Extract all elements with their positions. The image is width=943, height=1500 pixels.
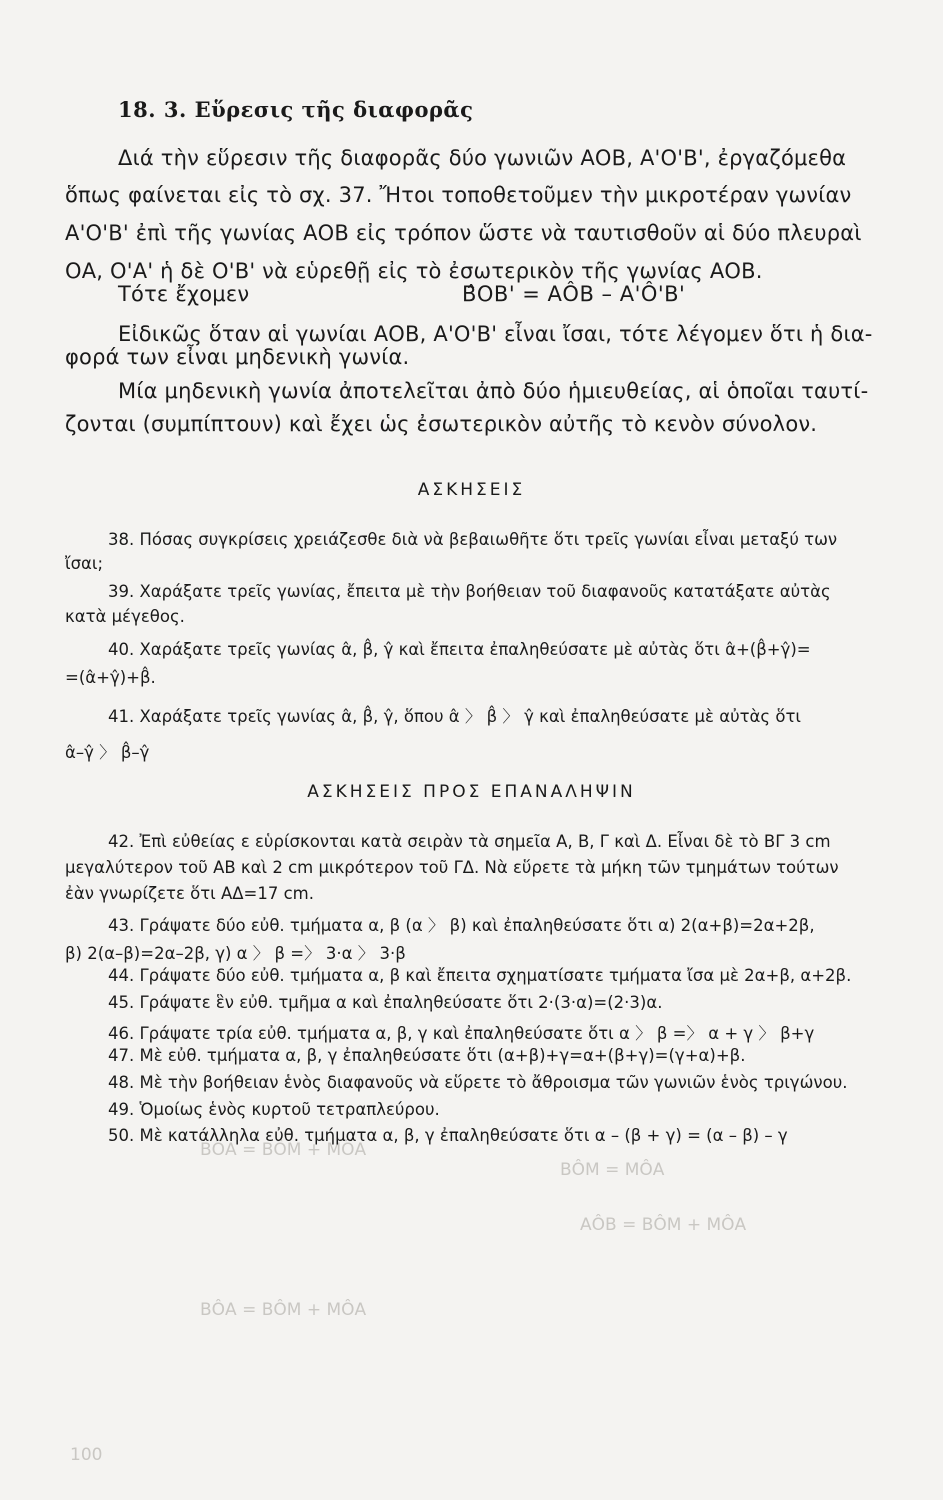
- paragraph-2-line-2: φορά των εἶναι μηδενικὴ γωνία.: [65, 345, 410, 369]
- formula-lead: Τότε ἔχομεν: [118, 282, 250, 306]
- book-page: ΒÔΜ = ΜÔΑ ΒÔΑ = ΒÔΜ + ΜÔΑ ΑÔΒ = ΒÔΜ + ΜÔΑ ΒÔΑ = ΒÔΜ + ΜÔΑ 100 18. 3. Εὕρεσις τῆς διαφορᾶς Διά τὴν εὕρεσιν τῆς διαφορᾶς δύο γωνιῶν ΑΟΒ, Α'Ο'Β', ἐργαζόμεθα ὅπως φαίνεται εἰς τὸ σχ. 37. Ἤτοι τοποθετοῦμεν τὴν μικροτέραν γωνίαν Α'Ο'Β' ἐπὶ τῆς γωνίας ΑΟΒ εἰς τρόπον ὥστε νὰ ταυτισθοῦν αἱ δύο πλευραὶ ΟΑ, Ο'Α' ἡ δὲ Ο'Β' νὰ εὑρεθῇ εἰς τὸ ἐσωτερικὸν τῆς γωνίας ΑΟΒ. Τότε ἔχομεν Β̂ΟΒ' = ΑÔΒ – Α'Ô'Β' Εἰδικῶς ὅταν αἱ γωνίαι ΑΟΒ, Α'Ο'Β' εἶναι ἴσαι, τότε λέγομεν ὅτι ἡ δια- φορά των εἶναι μηδενικὴ γωνία. Μία μηδενικὴ γωνία ἀποτελεῖται ἀπὸ δύο ἡμιευθείας, αἱ ὁποῖαι ταυτί- ζονται (συμπίπτουν) καὶ ἔχει ὡς ἐσωτερικὸν αὐτῆς τὸ κενὸν σύνολον. ΑΣΚΗΣΕΙΣ 38. Πόσας συγκρίσεις χρειάζεσθε διὰ νὰ βεβαιωθῆτε ὅτι τρεῖς γωνίαι εἶναι μεταξύ των ἴσαι; 39. Χαράξατε τρεῖς γωνίας, ἔπειτα μὲ τὴν βοήθειαν τοῦ διαφανοῦς κατατάξατε αὐτὰς κατὰ μέγεθος. 40. Χαράξατε τρεῖς γωνίας α̂, β̂, γ̂ καὶ ἔπειτα ἐπαληθεύσατε μὲ αὐτὰς ὅτι α̂+(β̂+γ̂)= =(α̂+γ̂)+β̂. 41. Χαράξατε τρεῖς γωνίας α̂, β̂, γ̂, ὅπου α̂ 〉 β̂ 〉 γ̂ καὶ ἐπαληθεύσατε μὲ αὐτὰς ὅτι α̂–γ̂ 〉 β̂–γ̂ ΑΣΚΗΣΕΙΣ ΠΡΟΣ ΕΠΑΝΑΛΗΨΙΝ 42. Ἐπὶ εὐθείας ε εὑρίσκονται κατὰ σειρὰν τὰ σημεῖα Α, Β, Γ καὶ Δ. Εἶναι δὲ τὸ ΒΓ 3 cm μεγαλύτερον τοῦ ΑΒ καὶ 2 cm μικρότερον τοῦ ΓΔ. Νὰ εὕρετε τὰ μήκη τῶν τμημάτων τούτων ἐὰν γνωρίζετε ὅτι ΑΔ=17 cm. 43. Γράψατε δύο εὐθ. τμήματα α, β (α 〉 β) καὶ ἐπαληθεύσατε ὅτι α) 2(α+β)=2α+2β, β) 2(α–β)=2α–2β, γ) α 〉 β =〉 3·α 〉 3·β 44. Γράψατε δύο εὐθ. τμήματα α, β καὶ ἔπειτα σχηματίσατε τμήματα ἴσα μὲ 2α+β, α+2β. 45. Γράψατε ἓν εὐθ. τμῆμα α καὶ ἐπαληθεύσατε ὅτι 2·(3·α)=(2·3)α. 46. Γράψατε τρία εὐθ. τμήματα α, β, γ καὶ ἐπαληθεύσατε ὅτι α 〉 β =〉 α + γ 〉 β+γ 47. Μὲ εὐθ. τμήματα α, β, γ ἐπαληθεύσατε ὅτι (α+β)+γ=α+(β+γ)=(γ+α)+β. 48. Μὲ τὴν βοήθειαν ἑνὸς διαφανοῦς νὰ εὕρετε τὸ ἄθροισμα τῶν γωνιῶν ἑνὸς τριγώνου. 49. Ὁμοίως ἑνὸς κυρτοῦ τετραπλεύρου. 50. Μὲ κατάλληλα εὐθ. τμήματα α, β, γ ἐπαληθεύσατε ὅτι α – (β + γ) = (α – β) – γ: [0, 0, 943, 1500]
- exercise-41-line-2: α̂–γ̂ 〉 β̂–γ̂: [65, 743, 150, 762]
- exercise-47: 47. Μὲ εὐθ. τμήματα α, β, γ ἐπαληθεύσατε ὅτι (α+β)+γ=α+(β+γ)=(γ+α)+β.: [108, 1046, 746, 1065]
- exercise-38-line-1: 38. Πόσας συγκρίσεις χρειάζεσθε διὰ νὰ βεβαιωθῆτε ὅτι τρεῖς γωνίαι εἶναι μεταξύ των: [108, 530, 838, 549]
- exercise-42-line-1: 42. Ἐπὶ εὐθείας ε εὑρίσκονται κατὰ σειρὰν τὰ σημεῖα Α, Β, Γ καὶ Δ. Εἶναι δὲ τὸ ΒΓ 3 cm: [108, 832, 831, 851]
- exercise-45: 45. Γράψατε ἓν εὐθ. τμῆμα α καὶ ἐπαληθεύσατε ὅτι 2·(3·α)=(2·3)α.: [108, 993, 663, 1012]
- paragraph-1-line-2: ὅπως φαίνεται εἰς τὸ σχ. 37. Ἤτοι τοποθετοῦμεν τὴν μικροτέραν γωνίαν: [65, 183, 852, 207]
- paragraph-1-line-4: ΟΑ, Ο'Α' ἡ δὲ Ο'Β' νὰ εὑρεθῇ εἰς τὸ ἐσωτερικὸν τῆς γωνίας ΑΟΒ.: [65, 259, 763, 283]
- exercise-38-line-2: ἴσαι;: [65, 554, 104, 573]
- exercise-43-line-1: 43. Γράψατε δύο εὐθ. τμήματα α, β (α 〉 β) καὶ ἐπαληθεύσατε ὅτι α) 2(α+β)=2α+2β,: [108, 916, 815, 935]
- paragraph-1-line-1: Διά τὴν εὕρεσιν τῆς διαφορᾶς δύο γωνιῶν ΑΟΒ, Α'Ο'Β', ἐργαζόμεθα: [118, 146, 847, 170]
- exercise-44: 44. Γράψατε δύο εὐθ. τμήματα α, β καὶ ἔπειτα σχηματίσατε τμήματα ἴσα μὲ 2α+β, α+2β.: [108, 966, 852, 985]
- exercise-39-line-1: 39. Χαράξατε τρεῖς γωνίας, ἔπειτα μὲ τὴν βοήθειαν τοῦ διαφανοῦς κατατάξατε αὐτὰς: [108, 582, 831, 601]
- review-exercises-title: ΑΣΚΗΣΕΙΣ ΠΡΟΣ ΕΠΑΝΑΛΗΨΙΝ: [307, 782, 636, 802]
- exercise-48: 48. Μὲ τὴν βοήθειαν ἑνὸς διαφανοῦς νὰ εὕρετε τὸ ἄθροισμα τῶν γωνιῶν ἑνὸς τριγώνου.: [108, 1073, 848, 1092]
- exercises-title: ΑΣΚΗΣΕΙΣ: [417, 480, 526, 500]
- paragraph-1-line-3: Α'Ο'Β' ἐπὶ τῆς γωνίας ΑΟΒ εἰς τρόπον ὥστε νὰ ταυτισθοῦν αἱ δύο πλευραὶ: [65, 221, 862, 245]
- exercise-39-line-2: κατὰ μέγεθος.: [65, 607, 185, 626]
- exercise-42-line-3: ἐὰν γνωρίζετε ὅτι ΑΔ=17 cm.: [65, 884, 314, 903]
- exercise-42-line-2: μεγαλύτερον τοῦ ΑΒ καὶ 2 cm μικρότερον τοῦ ΓΔ. Νὰ εὕρετε τὰ μήκη τῶν τμημάτων τούτων: [65, 858, 839, 877]
- exercise-50: 50. Μὲ κατάλληλα εὐθ. τμήματα α, β, γ ἐπαληθεύσατε ὅτι α – (β + γ) = (α – β) – γ: [108, 1126, 788, 1145]
- paragraph-2-line-1: Εἰδικῶς ὅταν αἱ γωνίαι ΑΟΒ, Α'Ο'Β' εἶναι ἴσαι, τότε λέγομεν ὅτι ἡ δια-: [118, 322, 873, 346]
- paragraph-3-line-1: Μία μηδενικὴ γωνία ἀποτελεῖται ἀπὸ δύο ἡμιευθείας, αἱ ὁποῖαι ταυτί-: [118, 379, 869, 403]
- exercise-41-line-1: 41. Χαράξατε τρεῖς γωνίας α̂, β̂, γ̂, ὅπου α̂ 〉 β̂ 〉 γ̂ καὶ ἐπαληθεύσατε μὲ αὐτὰς ὅτι: [108, 707, 801, 726]
- exercise-40-line-1: 40. Χαράξατε τρεῖς γωνίας α̂, β̂, γ̂ καὶ ἔπειτα ἐπαληθεύσατε μὲ αὐτὰς ὅτι α̂+(β̂+γ̂)=: [108, 640, 811, 659]
- exercise-40-line-2: =(α̂+γ̂)+β̂.: [65, 668, 156, 687]
- paragraph-3-line-2: ζονται (συμπίπτουν) καὶ ἔχει ὡς ἐσωτερικὸν αὐτῆς τὸ κενὸν σύνολον.: [65, 412, 818, 436]
- exercise-46: 46. Γράψατε τρία εὐθ. τμήματα α, β, γ καὶ ἐπαληθεύσατε ὅτι α 〉 β =〉 α + γ 〉 β+γ: [108, 1024, 815, 1043]
- section-heading: 18. 3. Εὕρεσις τῆς διαφορᾶς: [118, 97, 474, 122]
- exercise-49: 49. Ὁμοίως ἑνὸς κυρτοῦ τετραπλεύρου.: [108, 1100, 440, 1119]
- difference-formula: Β̂ΟΒ' = ΑÔΒ – Α'Ô'Β': [462, 282, 686, 306]
- exercise-43-line-2: β) 2(α–β)=2α–2β, γ) α 〉 β =〉 3·α 〉 3·β: [65, 944, 406, 963]
